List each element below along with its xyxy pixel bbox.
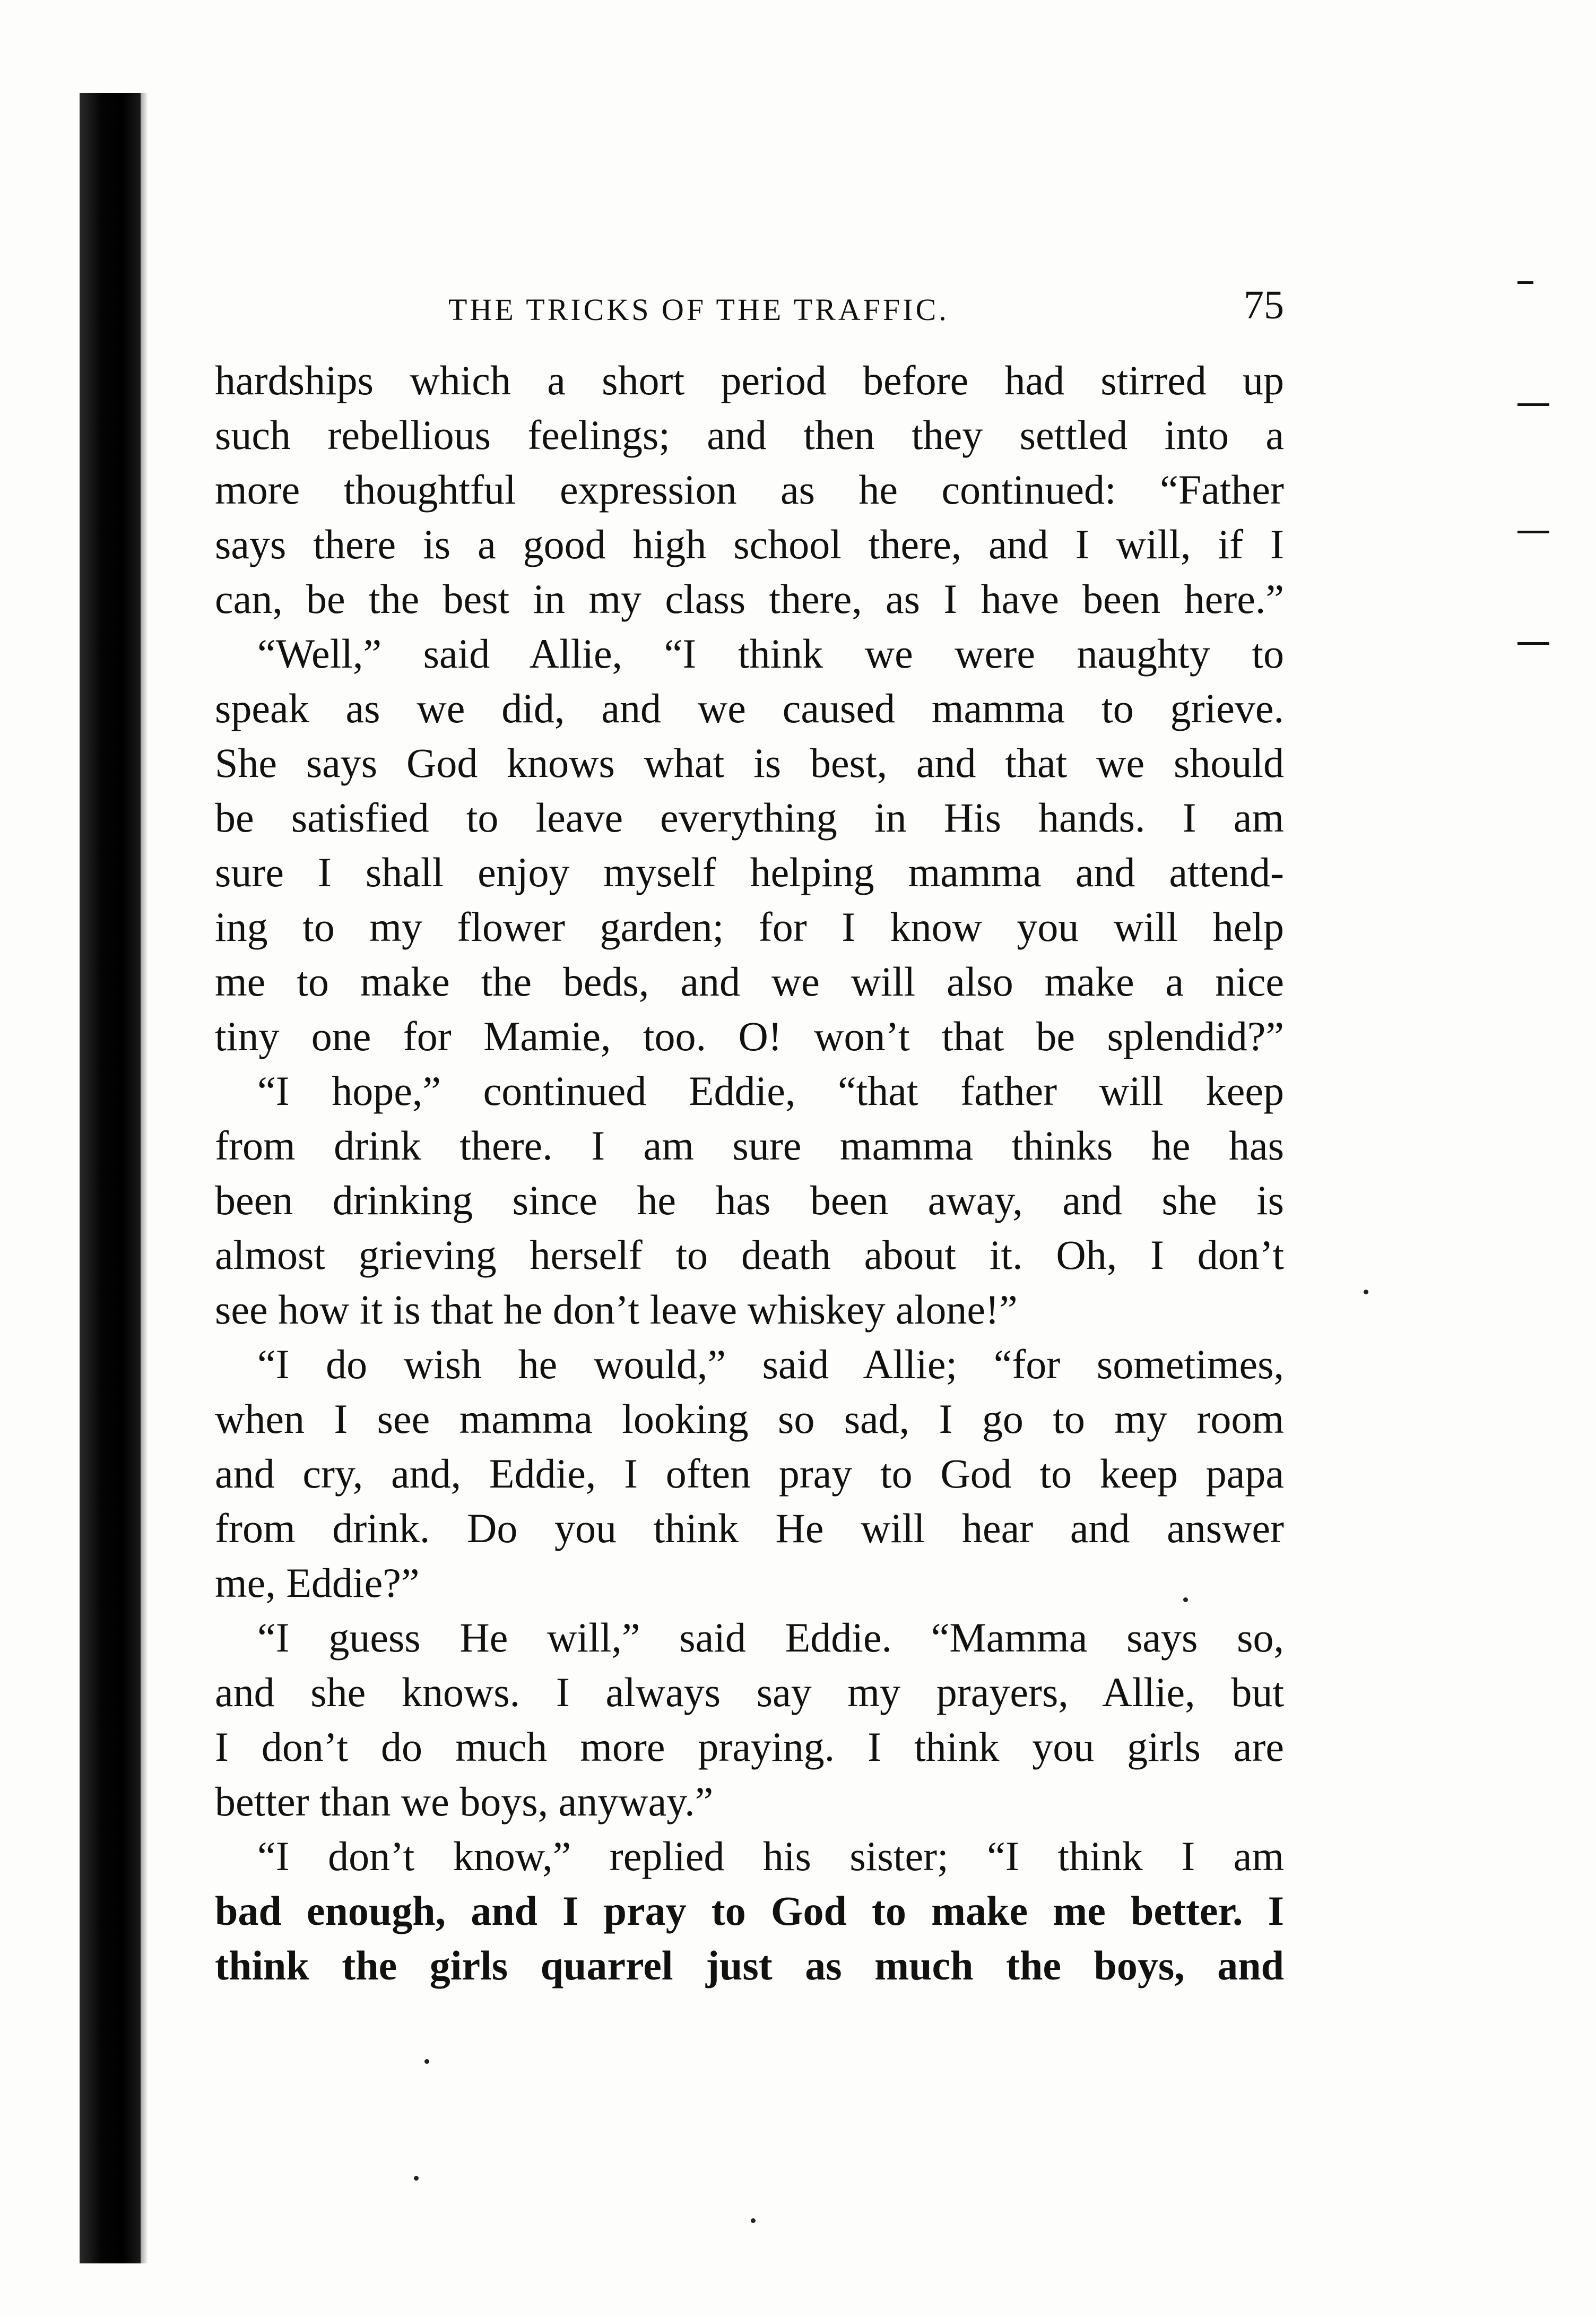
binding-strip [80,93,141,2263]
text-line: “I guess He will,” said Eddie. “Mamma says so, [257,1614,1284,1661]
text-line: such rebellious feelings; and then they settled into a [215,412,1284,458]
speck [751,2218,756,2223]
text-line: almost grieving herself to death about it. Oh, I don’t [215,1232,1284,1278]
text-line: and she knows. I always say my prayers, Allie, but [215,1669,1284,1715]
text-line: from drink. Do you think He will hear and answer [215,1505,1284,1551]
text-line: be satisfied to leave everything in His hands. I am [215,794,1284,841]
text-line: see how it is that he don’t leave whiskey alone!” [215,1286,1018,1333]
text-line: speak as we did, and we caused mamma to grieve. [215,685,1284,731]
text-line: “Well,” said Allie, “I think we were naughty to [257,630,1284,677]
speck [1364,1290,1368,1294]
margin-tick [1517,531,1549,533]
body-text [215,353,1284,1993]
text-line: ing to my flower garden; for I know you will help [215,904,1284,950]
margin-tick [1517,642,1549,645]
text-line: can, be the best in my class there, as I have been here.” [215,576,1284,622]
text-line: think the girls quarrel just as much the boys, and [215,1942,1284,1989]
margin-tick [1517,403,1549,406]
text-line: when I see mamma looking so sad, I go to my room [215,1396,1284,1442]
speck [414,2176,419,2181]
text-line: better than we boys, anyway.” [215,1778,714,1825]
margin-tick [1517,281,1533,284]
text-line: tiny one for Mamie, too. O! won’t that be splendid?” [215,1013,1284,1059]
text-line: “I don’t know,” replied his sister; “I think I am [257,1833,1284,1879]
text-line: “I do wish he would,” said Allie; “for sometimes, [257,1341,1284,1387]
speck [424,2059,429,2064]
text-line: from drink there. I am sure mamma thinks he has [215,1122,1284,1169]
text-line: She says God knows what is best, and that we should [215,740,1284,786]
running-head: THE TRICKS OF THE TRAFFIC. [448,292,949,327]
page-number: 75 [1244,283,1284,327]
text-line: bad enough, and I pray to God to make me better. I [215,1888,1284,1934]
text-line: me to make the beds, and we will also make a nice [215,958,1284,1005]
text-line: hardships which a short period before had stirred up [215,357,1284,403]
text-line: me, Eddie?” [215,1560,420,1606]
text-line: sure I shall enjoy myself helping mamma and attend- [215,849,1284,895]
text-line: “I hope,” continued Eddie, “that father will keep [257,1068,1284,1114]
text-line: I don’t do much more praying. I think you girls are [215,1724,1284,1770]
page-header [215,276,1284,334]
text-line: and cry, and, Eddie, I often pray to God to keep papa [215,1450,1284,1497]
text-line: been drinking since he has been away, and she is [215,1177,1284,1223]
text-line: says there is a good high school there, and I will, if I [215,521,1284,567]
text-line: more thoughtful expression as he continued: “Father [215,466,1284,513]
